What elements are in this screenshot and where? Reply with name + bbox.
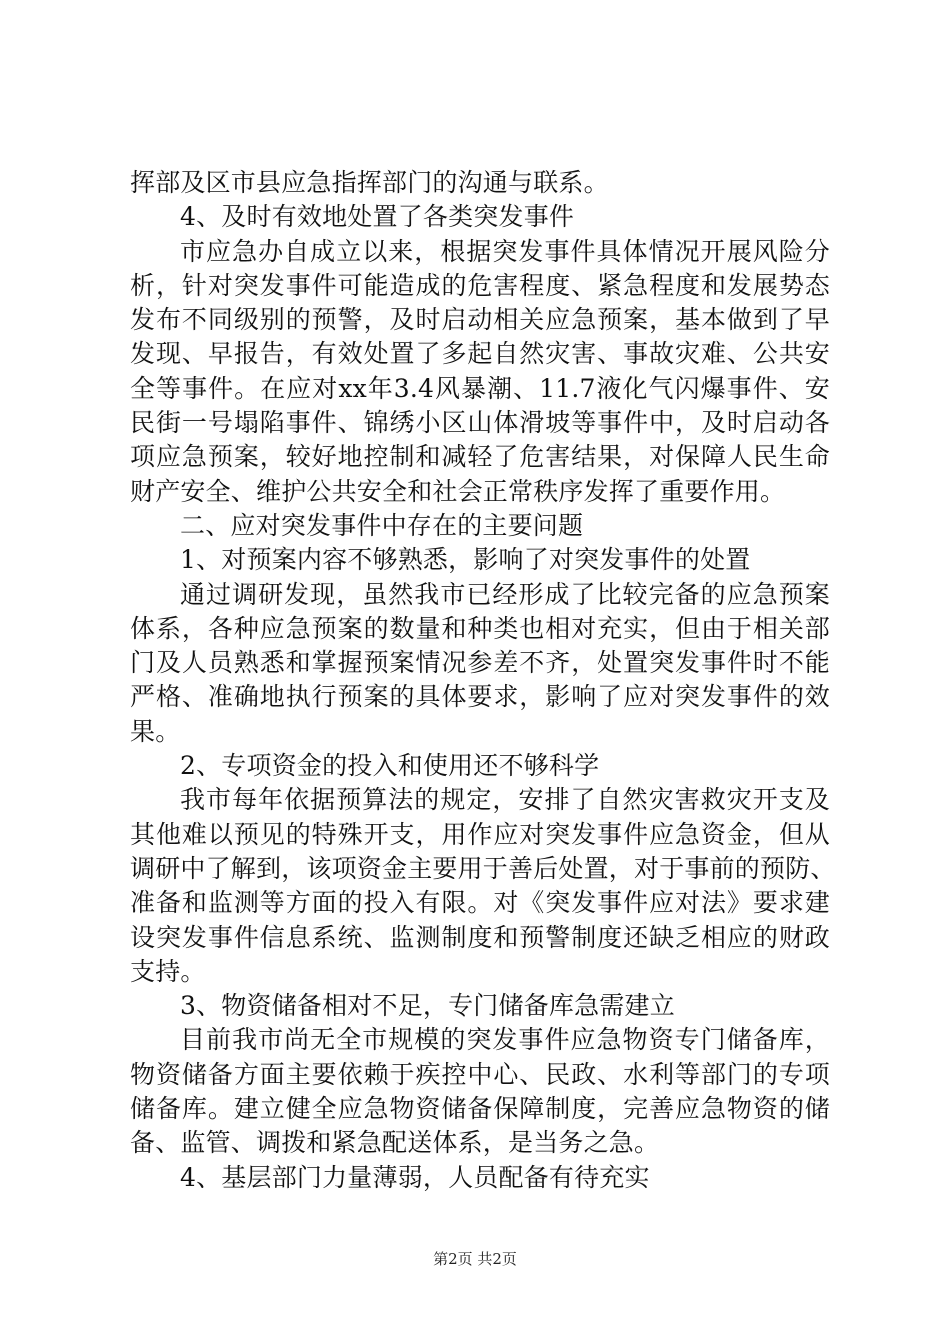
text-line: 市应急办自成立以来，根据突发事件具体情况开展风险分 <box>180 236 830 266</box>
text-line: 2、专项资金的投入和使用还不够科学 <box>180 751 600 781</box>
text-line: 目前我市尚无全市规模的突发事件应急物资专门储备库， <box>180 1025 830 1055</box>
text-line: 严格、准确地执行预案的具体要求，影响了应对突发事件的效 <box>130 682 830 712</box>
text-line: 我市每年依据预算法的规定，安排了自然灾害救灾开支及 <box>180 785 830 815</box>
text-line: 备、监管、调拨和紧急配送体系，是当务之急。 <box>130 1128 660 1158</box>
text-line: 调研中了解到，该项资金主要用于善后处置，对于事前的预防、 <box>130 853 836 883</box>
text-line: 发布不同级别的预警，及时启动相关应急预案，基本做到了早 <box>130 305 830 335</box>
text-line: 全等事件。在应对xx年3.4风暴潮、11.7液化气闪爆事件、安 <box>130 373 830 403</box>
text-line: 果。 <box>130 716 181 746</box>
text-line: 储备库。建立健全应急物资储备保障制度，完善应急物资的储 <box>130 1094 830 1124</box>
text-line: 支持。 <box>130 956 206 986</box>
text-line: 其他难以预见的特殊开支，用作应对突发事件应急资金，但从 <box>130 819 830 849</box>
text-line: 通过调研发现，虽然我市已经形成了比较完备的应急预案 <box>180 579 830 609</box>
text-line: 设突发事件信息系统、监测制度和预警制度还缺乏相应的财政 <box>130 922 830 952</box>
text-line: 挥部及区市县应急指挥部门的沟通与联系。 <box>130 168 609 197</box>
text-line: 项应急预案，较好地控制和减轻了危害结果，对保障人民生命 <box>130 442 830 472</box>
body-text <box>130 166 836 1195</box>
text-line: 准备和监测等方面的投入有限。对《突发事件应对法》要求建 <box>130 888 830 918</box>
text-line: 物资储备方面主要依赖于疾控中心、民政、水利等部门的专项 <box>130 1059 830 1089</box>
text-line: 门及人员熟悉和掌握预案情况参差不齐，处置突发事件时不能 <box>130 648 830 678</box>
page-footer: 第2页 共2页 <box>433 1250 517 1268</box>
text-line: 析，针对突发事件可能造成的危害程度、紧急程度和发展势态 <box>130 270 830 300</box>
text-line: 民街一号塌陷事件、锦绣小区山体滑坡等事件中，及时启动各 <box>130 408 830 438</box>
text-line: 4、及时有效地处置了各类突发事件 <box>180 202 575 232</box>
text-line: 体系，各种应急预案的数量和种类也相对充实，但由于相关部 <box>130 613 830 643</box>
text-line: 4、基层部门力量薄弱，人员配备有待充实 <box>180 1162 650 1192</box>
text-line: 1、对预案内容不够熟悉，影响了对突发事件的处置 <box>180 545 751 575</box>
text-line: 二、应对突发事件中存在的主要问题 <box>180 510 584 540</box>
text-line: 3、物资储备相对不足，专门储备库急需建立 <box>180 991 675 1021</box>
text-line: 发现、早报告，有效处置了多起自然灾害、事故灾难、公共安 <box>130 339 830 369</box>
text-line: 财产安全、维护公共安全和社会正常秩序发挥了重要作用。 <box>130 476 786 506</box>
